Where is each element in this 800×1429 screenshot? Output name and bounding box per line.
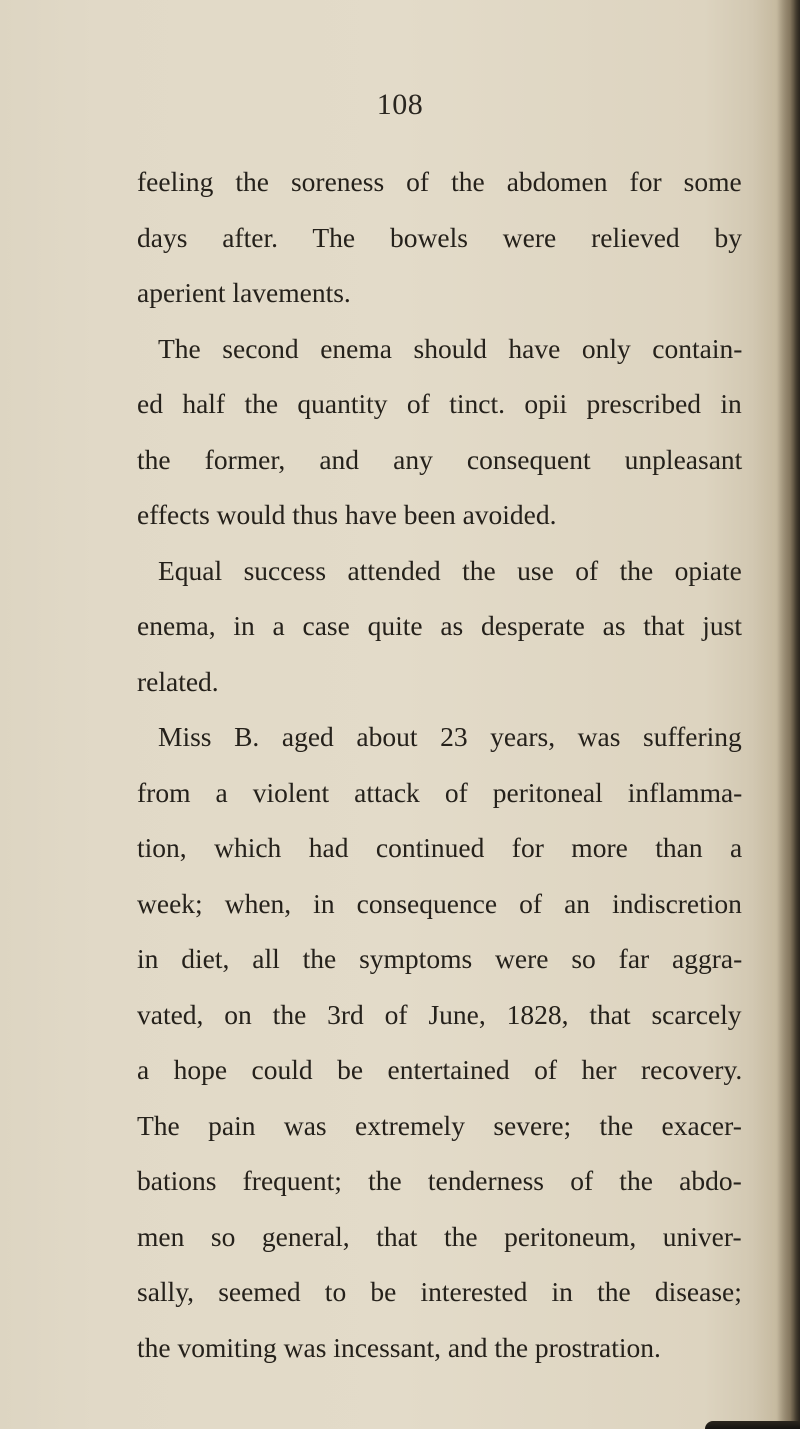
text-line: bations frequent; the tenderness of the abdo- (137, 1165, 742, 1196)
text-line: sally, seemed to be interested in the disease; (137, 1276, 742, 1307)
text-line: week; when, in consequence of an indiscretion (137, 887, 742, 919)
text-line: in diet, all the symptoms were so far aggra- (137, 943, 743, 974)
text-line: vated, on the 3rd of June, 1828, that scarcely (137, 998, 742, 1030)
page-edge-shadow (778, 0, 800, 1429)
text-line: related. (137, 665, 219, 697)
text-line: Miss B. aged about 23 years, was suffering (158, 721, 742, 752)
text-line: Equal success attended the use of the opiate (158, 554, 742, 586)
text-line: The second enema should have only contain- (158, 332, 743, 364)
text-line: tion, which had continued for more than a (137, 832, 743, 863)
text-line: aperient lavements. (137, 277, 351, 308)
text-line: days after. The bowels were relieved by (137, 221, 743, 253)
text-line: the former, and any consequent unpleasant (137, 443, 743, 475)
text-line: ed half the quantity of tinct. opii prescribed in (137, 388, 742, 419)
text-line: feeling the soreness of the abdomen for some (137, 166, 742, 197)
text-line: from a violent attack of peritoneal inflamma- (137, 776, 743, 808)
text-line: The pain was extremely severe; the exacer- (137, 1109, 742, 1141)
page-number: 108 (376, 88, 424, 121)
page-corner-shadow (705, 1421, 800, 1429)
text-line: men so general, that the peritoneum, univer- (137, 1220, 742, 1252)
text-line: enema, in a case quite as desperate as that just (137, 610, 743, 641)
text-line: effects would thus have been avoided. (137, 499, 557, 530)
body-text (137, 154, 742, 1375)
text-line: the vomiting was incessant, and the prostration. (137, 1331, 661, 1363)
text-line: a hope could be entertained of her recovery. (137, 1054, 743, 1085)
